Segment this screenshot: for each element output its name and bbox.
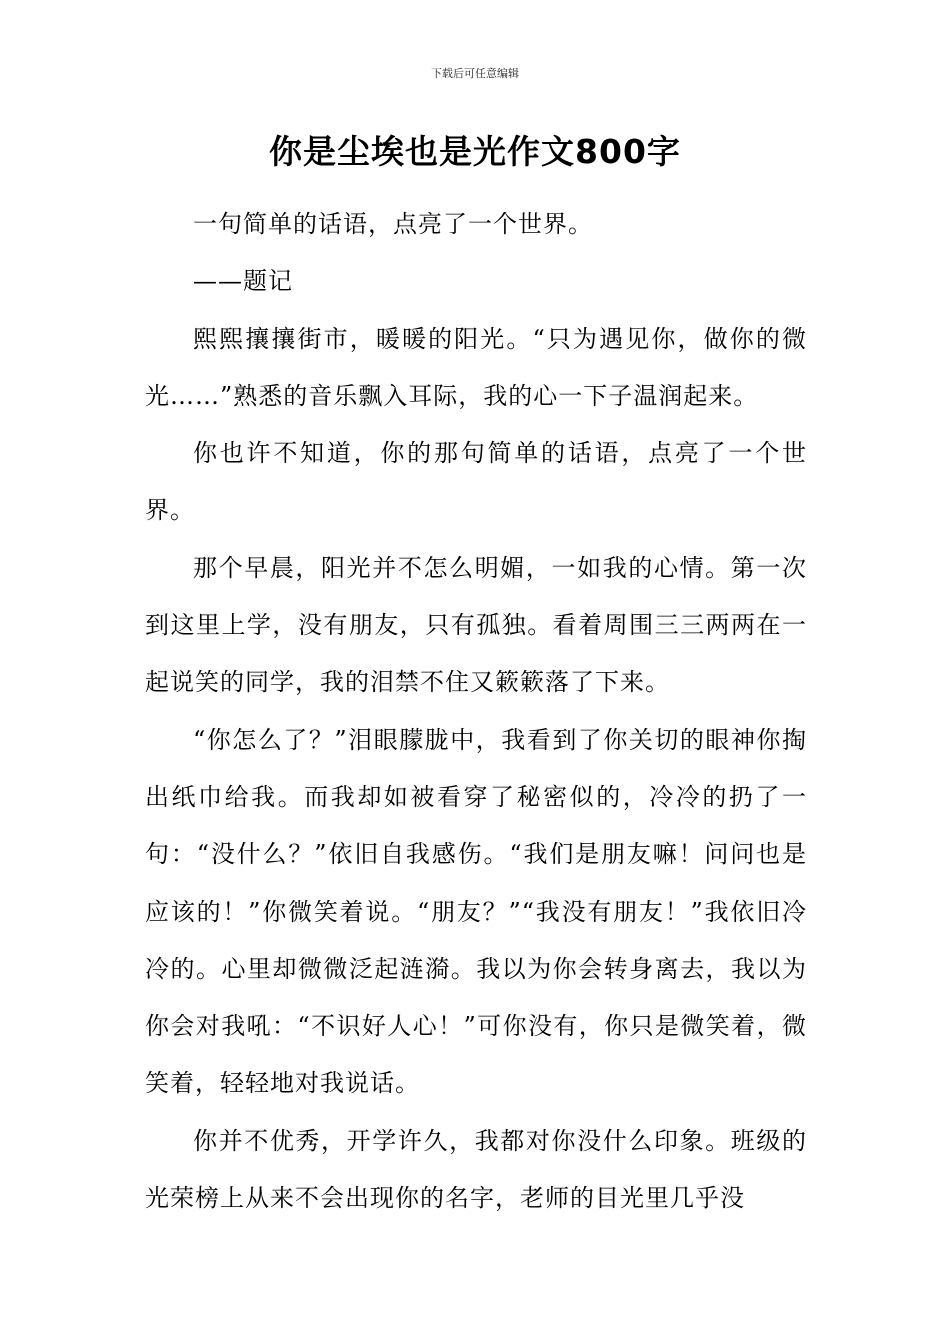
paragraph: 熙熙攘攘街市，暖暖的阳光。“只为遇见你，做你的微光……”熟悉的音乐飘入耳际，我的心一下子温润起来。 bbox=[145, 324, 807, 410]
paragraph: 你并不优秀，开学许久，我都对你没什么印象。班级的光荣榜上从来不会出现你的名字，老师的目光里几乎没 bbox=[145, 1126, 807, 1213]
document-title: 你是尘埃也是光作文800字 bbox=[269, 132, 681, 171]
document-body bbox=[145, 196, 807, 1227]
paragraph: ——题记 bbox=[193, 267, 293, 296]
paragraph: 一句简单的话语，点亮了一个世界。 bbox=[193, 210, 593, 238]
header-note: 下载后可任意编辑 bbox=[431, 67, 519, 80]
paragraph: “你怎么了？”泪眼朦胧中，我看到了你关切的眼神你掏出纸巾给我。而我却如被看穿了秘密似的，冷冷的扔了一句：“没什么？”依旧自我感伤。“我们是朋友嘛！问问也是应该的！”你微笑着说。“朋友？”“我没有朋友！”我依旧冷冷的。心里却微微泛起涟漪。我以为你会转身离去，我以为你会对我吼：“不识好人心！”可你没有，你只是微笑着，微笑着，轻轻地对我说话。 bbox=[145, 725, 807, 1098]
paragraph: 那个早晨，阳光并不怎么明媚，一如我的心情。第一次到这里上学，没有朋友，只有孤独。看着周围三三两两在一起说笑的同学，我的泪禁不住又簌簌落了下来。 bbox=[145, 553, 807, 697]
paragraph: 你也许不知道，你的那句简单的话语，点亮了一个世界。 bbox=[145, 439, 807, 525]
